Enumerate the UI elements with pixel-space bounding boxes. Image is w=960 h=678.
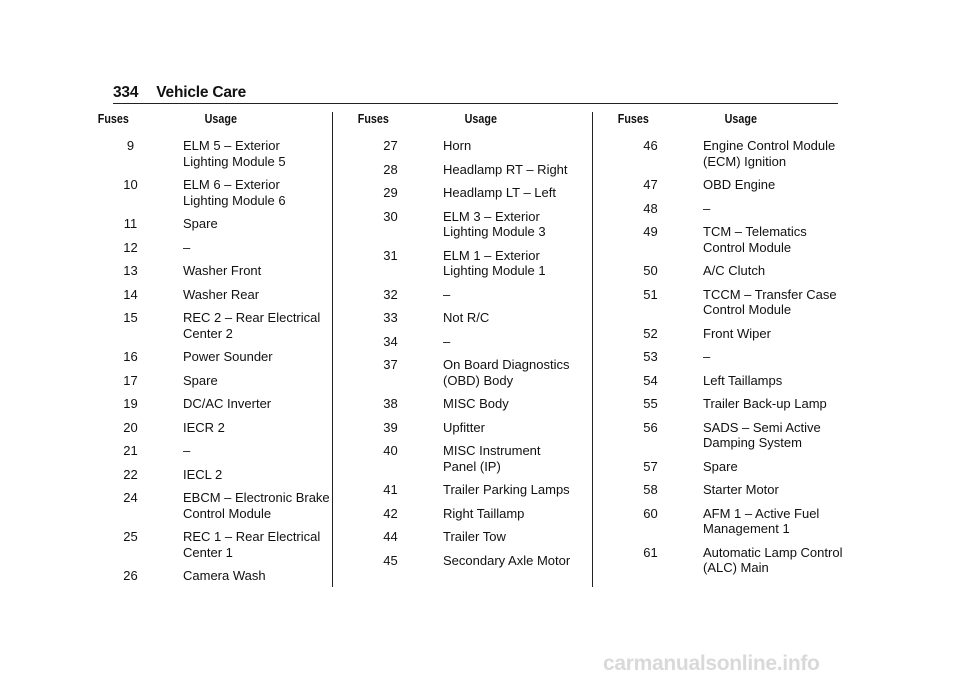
fuse-usage-line: REC 2 – Rear Electrical	[183, 310, 321, 325]
fuse-row	[78, 396, 328, 412]
fuse-usage	[703, 506, 853, 537]
fuse-usage	[443, 420, 593, 436]
fuse-number: 57	[643, 458, 658, 474]
fuse-row	[78, 568, 328, 584]
fuse-number: 20	[123, 419, 138, 435]
fuse-number: 53	[643, 349, 658, 364]
fuse-row	[78, 287, 328, 303]
fuse-row	[338, 209, 588, 240]
fuse-row	[78, 263, 328, 279]
fuse-usage-line: Lighting Module 5	[183, 153, 286, 169]
fuse-number: 17	[123, 372, 138, 388]
fuse-usage-line: Center 1	[183, 544, 233, 560]
column-header	[338, 112, 553, 132]
fuse-usage	[183, 467, 333, 483]
fuse-usage-line: Automatic Lamp Control	[703, 544, 843, 560]
fuse-row	[598, 545, 848, 576]
fuse-usage	[443, 310, 593, 326]
fuse-row	[338, 420, 588, 436]
fuse-usage	[183, 310, 333, 341]
fuse-row	[78, 373, 328, 389]
fuse-usage	[443, 443, 593, 474]
fuse-row	[598, 326, 848, 342]
fuse-number: 31	[383, 247, 398, 263]
fuse-usage-line: Camera Wash	[183, 568, 266, 583]
fuse-usage-line: –	[183, 443, 191, 458]
fuse-row	[598, 396, 848, 412]
fuse-number: 25	[123, 529, 138, 544]
fuse-usage	[183, 349, 333, 365]
fuse-number: 26	[123, 568, 138, 583]
fuse-number: 11	[123, 216, 138, 231]
fuse-usage	[703, 396, 853, 412]
fuse-usage-line: REC 1 – Rear Electrical	[183, 529, 321, 544]
usage-header: Usage	[724, 112, 757, 126]
fuse-usage	[703, 224, 853, 255]
fuse-number: 9	[126, 138, 135, 153]
fuse-usage	[183, 138, 333, 169]
fuse-usage	[443, 357, 593, 388]
fuse-usage-line: Headlamp RT – Right	[443, 161, 568, 177]
fuse-number: 19	[123, 396, 138, 411]
section-title: Vehicle Care	[156, 84, 247, 101]
fuse-usage-line: Engine Control Module	[703, 138, 836, 153]
fuse-number: 27	[383, 138, 398, 153]
fuse-usage	[183, 240, 333, 256]
fuse-number: 12	[123, 239, 138, 255]
fuse-usage-line: Headlamp LT – Left	[443, 185, 556, 200]
fuse-row	[78, 216, 328, 232]
watermark: carmanualsonline.info	[603, 652, 820, 675]
fuse-number: 55	[643, 396, 658, 411]
fuse-usage-line: –	[183, 239, 191, 255]
fuse-usage-line: ELM 3 – Exterior	[443, 208, 540, 224]
page-number: 334	[113, 84, 139, 101]
fuse-rows	[598, 138, 848, 576]
fuse-number: 30	[383, 208, 398, 224]
fuse-usage	[443, 506, 593, 522]
fuse-usage	[443, 185, 593, 201]
fuse-number: 32	[383, 286, 398, 302]
fuse-number: 15	[123, 310, 138, 325]
fuse-row	[598, 482, 848, 498]
fuse-usage	[703, 138, 853, 169]
fuse-usage-line: TCCM – Transfer Case	[703, 286, 837, 302]
fuse-usage	[703, 263, 853, 279]
fuse-usage	[703, 287, 853, 318]
fuse-row	[598, 138, 848, 169]
fuse-number: 52	[643, 325, 658, 341]
fuse-usage-line: Washer Front	[183, 263, 262, 278]
fuse-usage-line: Control Module	[703, 239, 792, 255]
fuse-usage	[183, 420, 333, 436]
fuse-number: 28	[383, 161, 398, 177]
fuse-row	[78, 349, 328, 365]
fuse-usage	[183, 396, 333, 412]
fuse-usage-line: Trailer Parking Lamps	[443, 482, 570, 497]
fuse-usage-line: ELM 5 – Exterior	[183, 138, 280, 153]
fuse-usage-line: –	[703, 200, 711, 216]
fuse-usage	[703, 349, 853, 365]
fuse-number: 48	[643, 200, 658, 216]
fuse-usage-line: Spare	[703, 458, 738, 474]
fuse-row	[598, 420, 848, 451]
fuse-row	[338, 334, 588, 350]
fuse-usage	[183, 490, 333, 521]
fuse-usage-line: IECL 2	[183, 466, 223, 482]
fuse-number: 10	[123, 177, 138, 192]
fuse-row	[338, 310, 588, 326]
fuse-row	[78, 467, 328, 483]
fuse-usage	[443, 287, 593, 303]
fuse-usage-line: Front Wiper	[703, 325, 771, 341]
fuse-usage-line: OBD Engine	[703, 177, 776, 192]
fuse-usage-line: –	[443, 286, 451, 302]
fuses-header: Fuses	[617, 112, 649, 126]
fuse-number: 41	[383, 482, 398, 497]
fuse-usage-line: Horn	[443, 138, 472, 153]
fuse-number: 60	[643, 505, 658, 521]
fuse-usage	[703, 373, 853, 389]
fuse-usage	[443, 209, 593, 240]
fuse-usage-line: Starter Motor	[703, 482, 779, 497]
fuse-usage	[703, 545, 853, 576]
fuse-usage-line: Left Taillamps	[703, 372, 783, 388]
fuse-row	[338, 162, 588, 178]
fuse-usage-line: Not R/C	[443, 310, 490, 325]
column-divider	[332, 112, 333, 587]
fuse-usage	[443, 396, 593, 412]
fuse-usage	[183, 287, 333, 303]
fuse-usage-line: Lighting Module 6	[183, 192, 286, 208]
fuse-table-column-2	[338, 112, 588, 576]
fuses-header: Fuses	[357, 112, 389, 126]
fuse-row	[78, 490, 328, 521]
fuse-usage	[703, 326, 853, 342]
fuse-usage-line: IECR 2	[183, 419, 225, 435]
fuse-table-column-1	[78, 112, 328, 592]
fuse-number: 51	[643, 286, 658, 302]
fuse-row	[598, 177, 848, 193]
fuse-row	[598, 224, 848, 255]
fuse-number: 22	[123, 466, 138, 482]
fuse-number: 14	[123, 286, 138, 302]
fuse-usage-line: On Board Diagnostics	[443, 357, 570, 372]
fuse-row	[598, 287, 848, 318]
fuse-usage	[183, 529, 333, 560]
usage-header: Usage	[204, 112, 237, 126]
fuse-usage-line: AFM 1 – Active Fuel	[703, 505, 820, 521]
column-header	[598, 112, 813, 132]
fuse-row	[338, 357, 588, 388]
fuse-number: 42	[383, 505, 398, 521]
fuse-number: 21	[123, 443, 138, 458]
fuse-usage-line: DC/AC Inverter	[183, 396, 272, 411]
fuse-table-column-3	[598, 112, 848, 584]
fuse-usage-line: Lighting Module 1	[443, 263, 546, 278]
fuse-rows	[338, 138, 588, 568]
fuse-usage	[183, 568, 333, 584]
fuse-usage-line: A/C Clutch	[703, 263, 766, 278]
fuse-usage	[183, 263, 333, 279]
fuse-usage-line: (ALC) Main	[703, 560, 769, 575]
usage-header: Usage	[464, 112, 497, 126]
fuse-usage	[443, 334, 593, 350]
fuse-number: 34	[383, 333, 398, 349]
fuse-usage	[183, 443, 333, 459]
fuse-row	[78, 443, 328, 459]
fuse-row	[338, 529, 588, 545]
fuse-number: 50	[643, 263, 658, 278]
fuse-row	[598, 349, 848, 365]
fuse-usage-line: (ECM) Ignition	[703, 153, 787, 169]
fuse-row	[338, 443, 588, 474]
fuse-usage-line: Upfitter	[443, 419, 485, 435]
fuse-row	[78, 177, 328, 208]
fuse-number: 58	[643, 482, 658, 497]
fuse-usage	[183, 373, 333, 389]
fuse-row	[338, 287, 588, 303]
fuse-row	[338, 482, 588, 498]
fuse-usage	[703, 420, 853, 451]
fuse-usage-line: –	[703, 349, 711, 364]
fuse-usage-line: ELM 6 – Exterior	[183, 177, 280, 192]
fuse-row	[598, 263, 848, 279]
fuse-usage-line: Washer Rear	[183, 286, 260, 302]
fuse-usage-line: Damping System	[703, 435, 802, 450]
fuse-usage-line: Management 1	[703, 521, 790, 536]
fuse-usage-line: Panel (IP)	[443, 458, 501, 474]
fuse-row	[598, 201, 848, 217]
fuse-number: 56	[643, 419, 658, 435]
fuse-number: 39	[383, 419, 398, 435]
fuse-usage-line: MISC Body	[443, 396, 509, 411]
fuse-rows	[78, 138, 328, 584]
fuse-usage	[443, 138, 593, 154]
fuse-row	[78, 529, 328, 560]
fuse-number: 38	[383, 396, 398, 411]
fuse-number: 24	[123, 490, 138, 505]
fuse-number: 29	[383, 185, 398, 200]
fuse-usage	[443, 529, 593, 545]
column-header	[78, 112, 293, 132]
fuse-row	[78, 310, 328, 341]
fuse-usage-line: Spare	[183, 216, 218, 231]
fuses-header: Fuses	[97, 112, 129, 126]
fuse-number: 45	[383, 552, 398, 568]
fuse-usage	[703, 459, 853, 475]
fuse-number: 16	[123, 349, 138, 364]
fuse-number: 40	[383, 443, 398, 458]
fuse-usage-line: Trailer Tow	[443, 529, 506, 544]
fuse-usage-line: TCM – Telematics	[703, 224, 807, 239]
fuse-usage-line: Spare	[183, 372, 218, 388]
fuse-usage-line: Power Sounder	[183, 349, 273, 364]
fuse-number: 13	[123, 263, 138, 278]
fuse-row	[598, 459, 848, 475]
fuse-usage-line: Lighting Module 3	[443, 224, 546, 239]
fuse-row	[338, 185, 588, 201]
fuse-usage	[443, 162, 593, 178]
fuse-usage-line: Center 2	[183, 325, 233, 341]
header-rule	[113, 103, 838, 104]
fuse-usage	[183, 216, 333, 232]
fuse-row	[598, 373, 848, 389]
fuse-usage-line: –	[443, 333, 451, 349]
fuse-usage-line: Trailer Back-up Lamp	[703, 396, 827, 411]
fuse-usage-line: Control Module	[183, 505, 272, 521]
fuse-usage-line: EBCM – Electronic Brake	[183, 490, 330, 505]
column-divider	[592, 112, 593, 587]
fuse-usage-line: MISC Instrument	[443, 443, 541, 458]
fuse-number: 46	[643, 138, 658, 153]
fuse-number: 44	[383, 529, 398, 544]
fuse-usage-line: Control Module	[703, 302, 792, 317]
fuse-usage	[443, 482, 593, 498]
fuse-row	[598, 506, 848, 537]
fuse-number: 47	[643, 177, 658, 192]
fuse-number: 49	[643, 224, 658, 239]
fuse-number: 61	[643, 544, 658, 560]
fuse-row	[78, 420, 328, 436]
fuse-usage	[703, 482, 853, 498]
fuse-usage-line: ELM 1 – Exterior	[443, 247, 540, 263]
fuse-usage	[443, 553, 593, 569]
fuse-usage-line: Right Taillamp	[443, 505, 525, 521]
fuse-usage	[703, 177, 853, 193]
fuse-number: 54	[643, 372, 658, 388]
page-header	[113, 84, 246, 102]
fuse-row	[338, 138, 588, 154]
fuse-row	[338, 396, 588, 412]
fuse-row	[338, 506, 588, 522]
fuse-row	[338, 248, 588, 279]
fuse-number: 33	[383, 310, 398, 325]
fuse-row	[78, 138, 328, 169]
fuse-usage	[183, 177, 333, 208]
fuse-usage-line: Secondary Axle Motor	[443, 552, 571, 568]
fuse-usage	[703, 201, 853, 217]
fuse-row	[338, 553, 588, 569]
fuse-usage-line: (OBD) Body	[443, 372, 514, 388]
fuse-number: 37	[383, 357, 398, 372]
fuse-usage	[443, 248, 593, 279]
fuse-row	[78, 240, 328, 256]
fuse-usage-line: SADS – Semi Active	[703, 419, 821, 435]
